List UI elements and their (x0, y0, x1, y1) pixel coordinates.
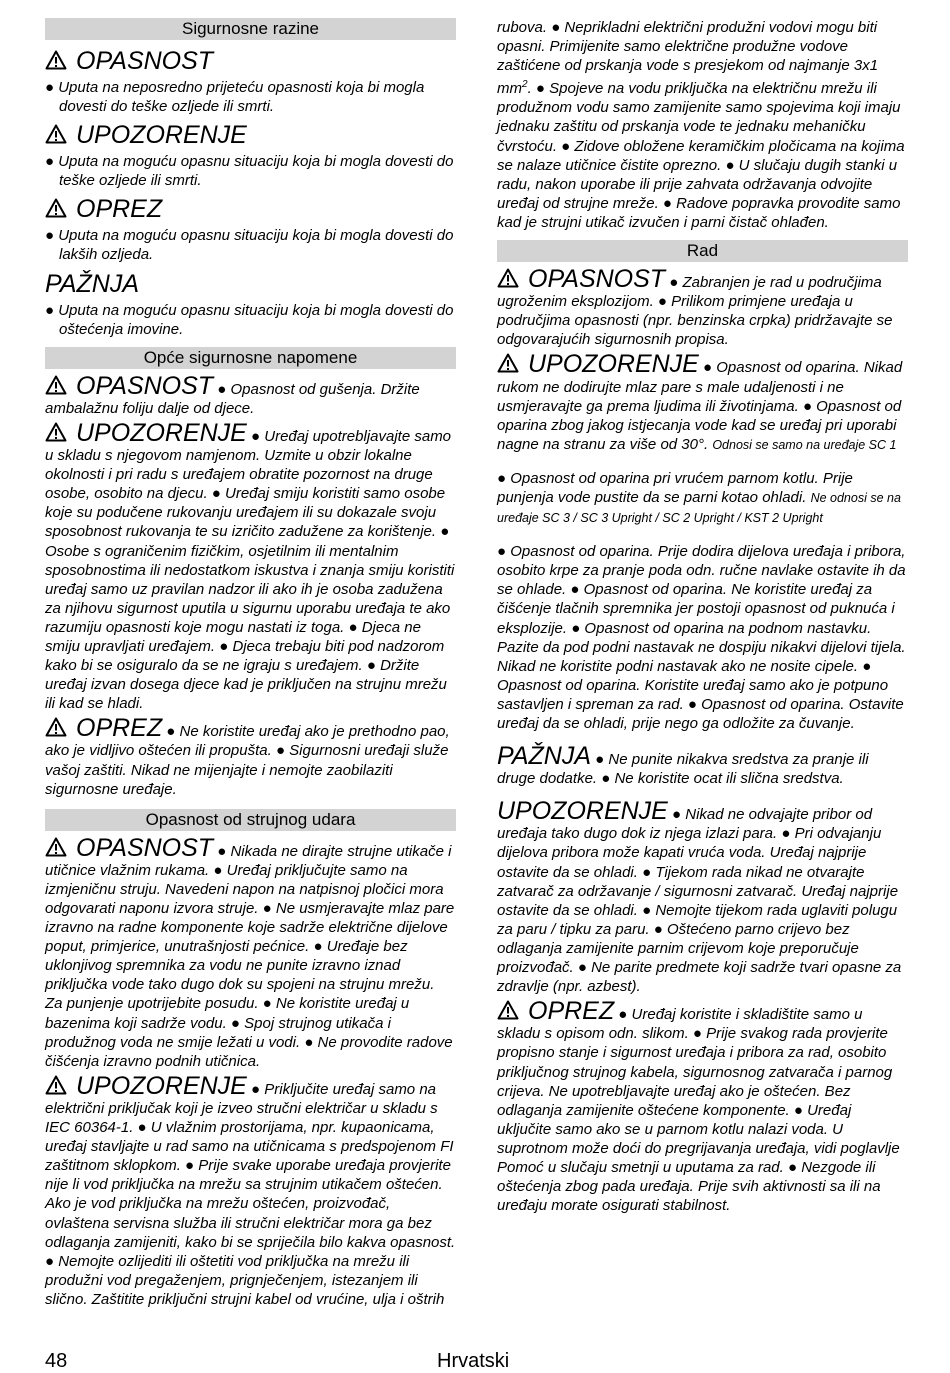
electric-continuation-paragraph (497, 18, 908, 232)
section-header-safety-levels: Sigurnosne razine (45, 18, 456, 40)
danger-label: OPASNOST (76, 371, 214, 400)
danger-label: OPASNOST (76, 833, 214, 862)
operation-caution-paragraph (497, 997, 908, 1215)
warning-label: UPOZORENJE (528, 350, 699, 379)
electric-warning-text: ● Priključite uređaj samo na električni priključak koji je izveo stručni električar u skladu s IEC 60364-1. ● U vlažnim prostorijama, npr. kupaonicama, uređaj stavljajte u rad samo na utičnicama s predspojenom FI zaštitnom sklopkom. ● Prije svake uporabe uređaja provjerite nije li vod priključka na mrežu sa strujnim utikačem oštećen. Ako je vod priključka na mrežu oštećen, proizvođač, ovlaštena servisna služba ili stručni električar mora ga bez odlaganja zamijeniti, kako bi se spriječila bilo kakva opasnost. ● Nemojte ozlijediti ili oštetiti vod priključka na mrežu ili produžni vod pregaženjem, prignječenjem, istezanjem ili slično. Zaštitite priključni strujni kabel od vrućine, ulja i oštrih (45, 1080, 456, 1308)
general-warning-text: ● Uređaj upotrebljavajte samo u skladu s njegovom namjenom. Uzmite u obzir lokalne okolnosti i pri radu s uređajem obratite pozornost na druge osobe, osobito na djecu. ● Uređaj smiju koristiti samo osobe koje su podučene rukovanju uređajem ili su dokazale svoju sposobnost rukovanja te su izričito zadužene za korištenje. ● Osobe s ograničenim fizičkim, osjetilnim ili mentalnim sposobnostima ili nedostatkom iskustva i znanja smiju koristiti uređaj samo uz pravilan nadzor ili ako ih je osoba zadužena za njihovu sigurnost uputila u sigurnu uporabu uređaja te ako razumiju opasnosti koje mogu nastati iz toga. ● Djeca ne smiju upravljati uređajem. ● Djeca trebaju biti pod nadzorom kako bi se osiguralo da se ne igraju s uređajem. ● Držite uređaj izvan dosega djece kad je priključen na strujnu mrežu ili kad se hladi. (45, 427, 455, 713)
electric-warning-paragraph (45, 1071, 456, 1309)
model-note-sc1: Odnosi se samo na uređaje SC 1 (712, 437, 897, 452)
operation-danger-paragraph (497, 265, 908, 349)
operation-attention-paragraph (497, 742, 908, 788)
operation-warning-text: ● Opasnost od oparina. Nikad rukom ne dodirujte mlaz pare s male udaljenosti i ne usmjeravajte ga prema ljudima ili životinjama. ● Opasnost od oparina zbog jakog istjecanja vode kad se uređaj pri uporabi nagne na stranu za više od 30°. (497, 359, 903, 453)
scald-paragraph: ● Opasnost od oparina. Prije dodira dijelova uređaja i pribora, osobito krpe za pranje poda odn. ručne navlake ostavite ih da se ohlade. ● Opasnost od oparina. Ne koristite uređaj za čišćenje tlačnih spremnika jer postoji opasnost od puknuća i eksplozije. ● Opasnost od oparina na podnom nastavku. Pazite da pod podni nastavak ne dospiju nikakvi dijelovi tijela. Nikad ne koristite podni nastavak ako ne nosite cipele. ● Opasnost od oparina. Koristite uređaj samo ako je potpuno sastavljen i spreman za rad. ● Opasnost od oparina. Ostavite uređaj da se ohladi, prije nego ga odložite za čuvanje. (497, 543, 906, 732)
warning-label: UPOZORENJE (497, 797, 668, 826)
superscript: 2 (522, 79, 528, 91)
danger-label: OPASNOST (528, 265, 666, 294)
caution-label: OPREZ (76, 714, 163, 743)
danger-heading (45, 46, 456, 76)
section-header-general-safety: Opće sigurnosne napomene (45, 347, 456, 369)
caution-description: ● Uputa na moguću opasnu situaciju koja bi mogla dovesti do lakših ozljeda. (45, 227, 454, 264)
danger-label: OPASNOST (76, 47, 214, 75)
warning-triangle-icon (45, 422, 67, 442)
operation-attention-text: ● Ne punite nikakva sredstva za pranje ili druge dodatke. ● Ne koristite ocat ili slična sredstva. (497, 751, 869, 788)
left-column (45, 18, 456, 1313)
caution-heading (45, 194, 456, 224)
attention-heading: PAŽNJA (45, 269, 139, 298)
general-danger-paragraph (45, 371, 456, 418)
boiler-text: ● Opasnost od oparina pri vrućem parnom kotlu. Prije punjenja vode pustite da se parni kotao ohladi. (497, 469, 853, 506)
electric-danger-text: ● Nikada ne dirajte strujne utikače i utičnice vlažnim rukama. ● Uređaj priključujte samo na izmjeničnu struju. Navedeni napon na natpisnoj pločici mora odgovarati naponu izvora struje. ● Ne usmjeravajte mlaz pare izravno na radne komponente koje sadrže električne dijelove poput, primjerice, unutrašnjosti pećnice. ● Uređaje bez uklonjivog spremnika za vodu ne punite izravno iznad priključka vode tako dugo dok su spojeni na strujnu mrežu. Za punjenje upotrijebite posudu. ● Ne koristite uređaj u bazenima koji sadrže vodu. ● Spoj strujnog utikača i produžnog voda ne smije ležati u vodi. ● Ne provodite radove čišćenja izravno podnih utičnica. (45, 842, 455, 1070)
warning-triangle-icon (45, 717, 67, 737)
attention-description: ● Uputa na moguću opasnu situaciju koja bi mogla dovesti do oštećenja imovine. (45, 301, 454, 338)
section-header-electric-shock: Opasnost od strujnog udara (45, 809, 456, 831)
page-number: 48 (45, 1350, 68, 1372)
general-danger-text: ● Opasnost od gušenja. Držite ambalažnu foliju dalje od djece. (45, 380, 420, 417)
continuation-text-b: . ● Spojeve na vodu priključka na električnu mrežu ili produžnom vodu samo zamijenite samo spojevima koji imaju jednaku zaštitu od prskanja vode te jednaku mehaničku čvrstoću. ● Zidove obložene keramičkim pločicama na kojima se nalaze utičnice čistite oprezno. ● U slučaju dugih stanki u radu, nakon uporabe ili prije zahvata održavanja odvojite uređaj od strujne mreže. ● Radove popravka provodite samo kad je strujni utikač izvučen i parni čistač ohlađen. (497, 80, 905, 231)
right-column (497, 18, 908, 1219)
operation-caution-text: ● Uređaj koristite i skladištite samo u skladu s opisom odn. slikom. ● Prije svakog rada provjerite propisno stanje i sigurnost uređaja i pribora za rad, osobito priključnog strujnog kabela, sigurnosnog zatvarača i parnog crijeva. Ne upotrebljavajte uređaj ako je oštećen. Bez odlaganja zamijenite oštećene komponente. ● Uređaj uključite samo ako se u parnom kotlu nalazi voda. U suprotnom može doći do pregrijavanja uređaja, vidi poglavlje Pomoć u slučaju smetnji u uputama za rad. ● Nezgode ili oštećenja zbog pada uređaja. Prije svih aktivnosti sa ili na uređaju morate osigurati stabilnost. (497, 1006, 900, 1215)
warning-triangle-icon (45, 198, 67, 218)
warning-description: ● Uputa na moguću opasnu situaciju koja bi mogla dovesti do teške ozljede ili smrti. (45, 153, 454, 190)
warning-triangle-icon (45, 375, 67, 395)
general-caution-text: ● Ne koristite uređaj ako je prethodno pao, ako je vidljivo oštećen ili propušta. ● Sigurnosni uređaji služe vašoj zaštiti. Nikad ne mijenjajte i nemojte zaobilaziti sigurnosne uređaje. (45, 723, 450, 798)
attention-label: PAŽNJA (497, 742, 591, 771)
warning-heading (45, 120, 456, 150)
warning-triangle-icon (45, 1075, 67, 1095)
model-note-sc3: Ne odnosi se na uređaje SC 3 / SC 3 Upright / SC 2 Upright / KST 2 Upright (497, 490, 901, 526)
danger-description: ● Uputa na neposredno prijeteću opasnosti koja bi mogla dovesti do teške ozljede ili smrti. (45, 79, 425, 116)
warning-triangle-icon (45, 50, 67, 70)
caution-label: OPREZ (528, 997, 615, 1026)
warning-triangle-icon (45, 124, 67, 144)
warning-triangle-icon (497, 1000, 519, 1020)
warning-label: UPOZORENJE (76, 121, 247, 150)
continuation-text-a: rubova. ● Neprikladni električni produžni vodovi mogu biti opasni. Primijenite samo električne produžne vodove zaštićene od prskanja vode s presjekom od najmanje 3x1 mm (497, 19, 879, 98)
operation-warning2-paragraph (497, 797, 908, 996)
general-caution-paragraph (45, 714, 456, 798)
warning-label: UPOZORENJE (76, 418, 247, 447)
electric-danger-paragraph (45, 833, 456, 1071)
section-header-operation: Rad (497, 240, 908, 262)
boiler-paragraph (497, 469, 908, 528)
warning-triangle-icon (45, 837, 67, 857)
warning-triangle-icon (497, 353, 519, 373)
general-warning-paragraph (45, 418, 456, 713)
footer-language: Hrvatski (437, 1350, 510, 1372)
caution-label: OPREZ (76, 195, 163, 224)
operation-danger-text: ● Zabranjen je rad u područjima ugroženim eksplozijom. ● Prilikom primjene uređaja u područjima opasnosti (npr. benzinska crpka) pridržavajte se odgovarajućih sigurnosnih propisa. (497, 274, 893, 349)
operation-warning2-text: ● Nikad ne odvajajte pribor od uređaja tako dugo dok iz njega izlazi para. ● Pri odvajanju dijelova pribora može kapati vruća voda. Uređaj najprije ostavite da se ohladi. ● Tijekom rada nikad ne otvarajte zatvarač za održavanje / sigurnosni zatvarač. Uređaj najprije ostavite da se ohladi. ● Nemojte tijekom rada uglaviti polugu za paru / tipku za paru. ● Oštećeno parno crijevo bez odlaganja zamijenite parnim crijevom koje preporučuje proizvođač. ● Ne parite predmete koji sadrže tvari opasne za zdravlje (npr. azbest). (497, 806, 902, 996)
warning-triangle-icon (497, 268, 519, 288)
operation-warning-paragraph (497, 350, 908, 454)
warning-label: UPOZORENJE (76, 1071, 247, 1100)
